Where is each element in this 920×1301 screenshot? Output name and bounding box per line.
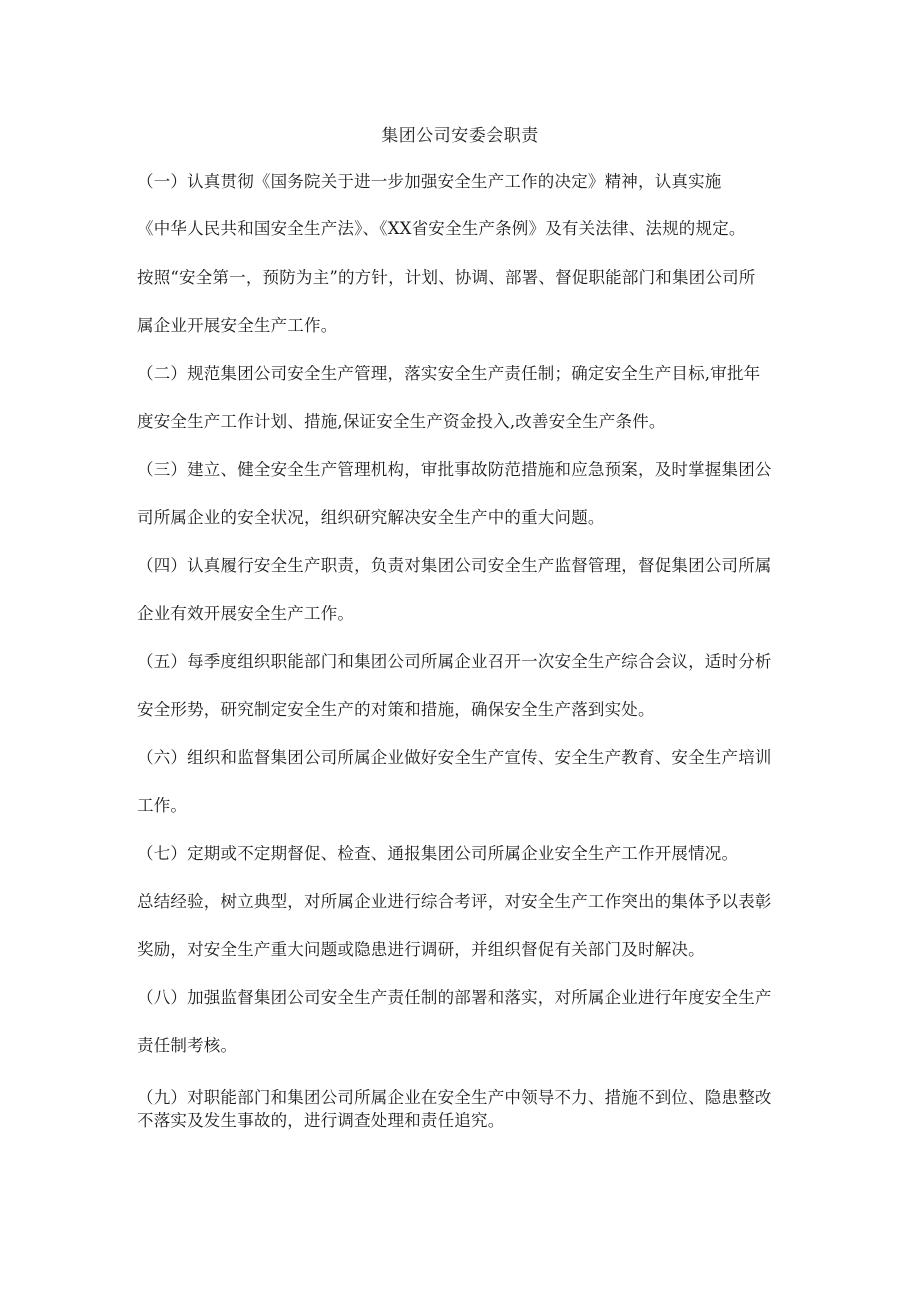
text-line: 《中华人民共和国安全生产法》、《XX省安全生产条例》及有关法律、法规的规定。	[137, 219, 746, 238]
text-line: （二）规范集团公司安全生产管理，落实安全生产责任制；确定安全生产目标,审批年	[137, 364, 761, 383]
text-line: 度安全生产工作计划、措施,保证安全生产资金投入,改善安全生产条件。	[137, 412, 666, 431]
text-line: （三）建立、健全安全生产管理机构，审批事故防范措施和应急预案，及时掌握集团公	[137, 460, 772, 479]
page-title: 集团公司安委会职责	[381, 126, 539, 146]
text-line: （七）定期或不定期督促、检查、通报集团公司所属企业安全生产工作开展情况。	[137, 844, 739, 863]
text-line: 按照“安全第一，预防为主”的方针，计划、协调、部署、督促职能部门和集团公司所	[137, 268, 756, 287]
text-line: （一）认真贯彻《国务院关于进一步加强安全生产工作的决定》精神，认真实施	[137, 172, 722, 191]
text-line: 奖励，对安全生产重大问题或隐患进行调研，并组织督促有关部门及时解决。	[137, 940, 705, 959]
text-line: 企业有效开展安全生产工作。	[137, 604, 355, 623]
text-line: 工作。	[137, 796, 188, 815]
text-line: 属企业开展安全生产工作。	[137, 316, 338, 335]
text-line: （四）认真履行安全生产职责，负责对集团公司安全生产监督管理，督促集团公司所属	[137, 556, 772, 575]
text-line: 总结经验，树立典型，对所属企业进行综合考评，对安全生产工作突出的集体予以表彰	[137, 892, 772, 911]
text-line: 不落实及发生事故的，进行调查处理和责任追究。	[137, 1111, 505, 1130]
text-line: （六）组织和监督集团公司所属企业做好安全生产宣传、安全生产教育、安全生产培训	[137, 748, 772, 767]
text-line: （九）对职能部门和集团公司所属企业在安全生产中领导不力、措施不到位、隐患整改	[137, 1088, 772, 1107]
text-line: （八）加强监督集团公司安全生产责任制的部署和落实，对所属企业进行年度安全生产	[137, 988, 772, 1007]
text-line: 安全形势，研究制定安全生产的对策和措施，确保安全生产落到实处。	[137, 700, 655, 719]
text-line: 责任制考核。	[137, 1036, 238, 1055]
text-line: （五）每季度组织职能部门和集团公司所属企业召开一次安全生产综合会议，适时分析	[137, 652, 772, 671]
text-line: 司所属企业的安全状况，组织研究解决安全生产中的重大问题。	[137, 508, 605, 527]
